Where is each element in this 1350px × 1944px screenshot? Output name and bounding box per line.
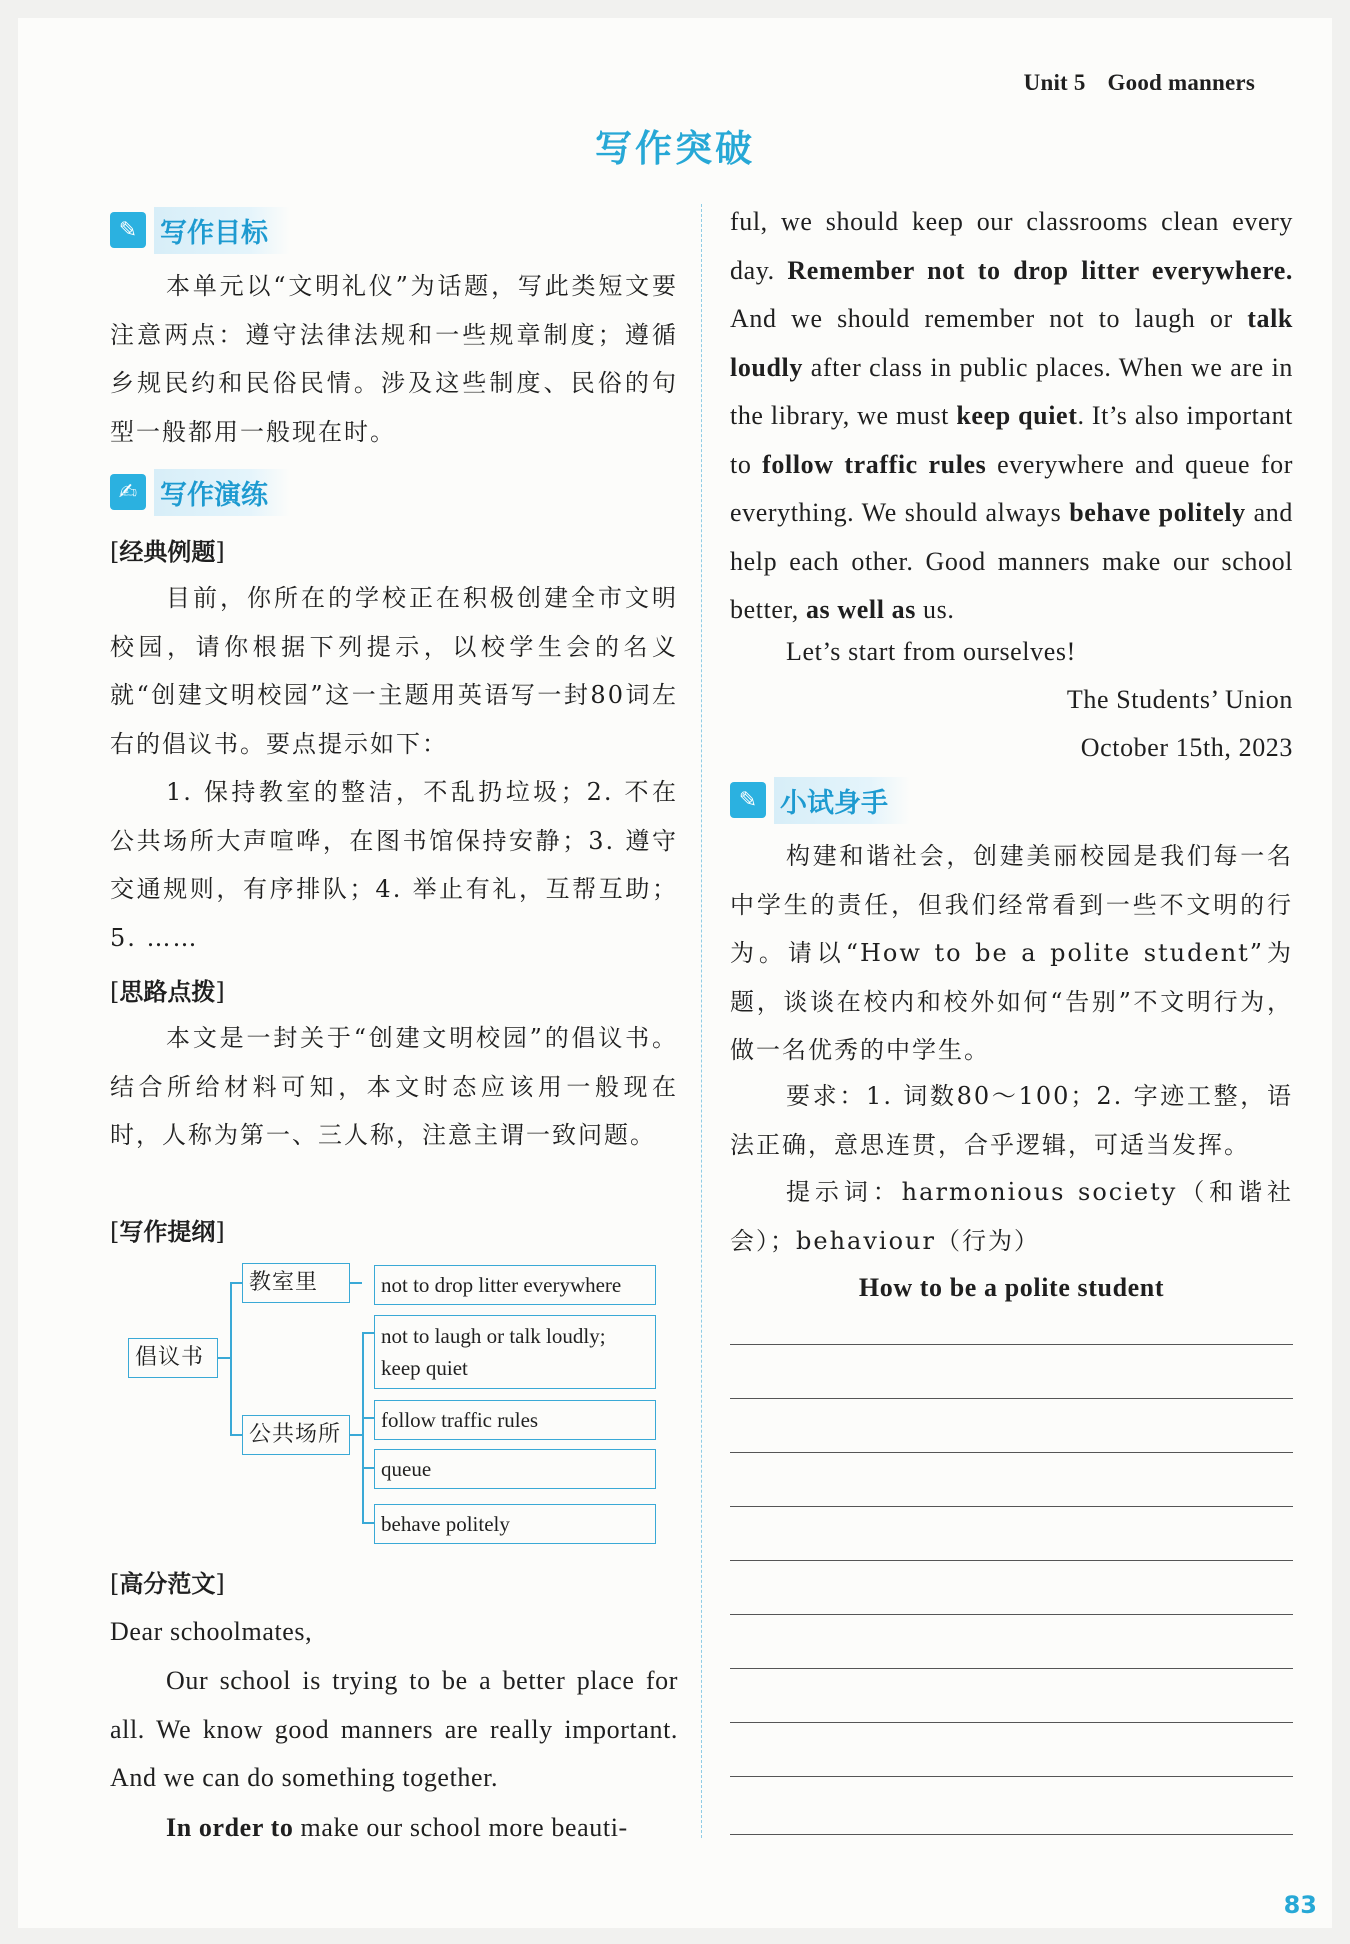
outline-branch-public: 公共场所 xyxy=(242,1415,350,1455)
task-text: 构建和谐社会，创建美丽校园是我们每一名中学生的责任，但我们经常看到一些不文明的行为。请以“How to be a polite student”为题，谈谈在校内和校外如何“告别”不文明行为，做一名优秀的中学生。 xyxy=(730,842,1293,1064)
model-heading: [高分范文] xyxy=(110,1570,225,1598)
letter-paragraph-2: ful, we should keep our classrooms clean every day. Remember not to drop litter everywhere. And we should remember not to laugh or talk loudly after class in public places. When we are in the library, we must keep quiet. It’s also important to follow traffic rules everywhere and queue for everything. We should always behave politely and help each other. Good manners make our school better, as well as us. xyxy=(730,207,1293,624)
outline-leaf: not to drop litter everywhere xyxy=(374,1265,656,1305)
letter-paragraph-1: Our school is trying to be a better place for all. We know good manners are really important. And we can do something together. xyxy=(110,1666,678,1792)
example-text: 目前，你所在的学校正在积极创建全市文明校园，请你根据下列提示，以校学生会的名义就“创建文明校园”这一主题用英语写一封80词左右的倡议书。要点提示如下： xyxy=(110,584,678,758)
writing-line[interactable] xyxy=(730,1834,1293,1835)
section-title: 写作演练 xyxy=(154,469,290,516)
letter-signature: The Students’ Union xyxy=(1066,685,1293,714)
outline-root: 倡议书 xyxy=(128,1338,218,1378)
section-writing-practice xyxy=(110,472,290,512)
page-title: 写作突破 xyxy=(595,127,755,170)
pencil-icon: ✎ xyxy=(730,782,766,818)
writing-line[interactable] xyxy=(730,1506,1293,1507)
essay-title: How to be a polite student xyxy=(858,1273,1165,1302)
outline-leaf: follow traffic rules xyxy=(374,1400,656,1440)
writing-line[interactable] xyxy=(730,1776,1293,1777)
writing-line[interactable] xyxy=(730,1668,1293,1669)
unit-label: Unit 5 xyxy=(1023,70,1086,95)
writing-line[interactable] xyxy=(730,1398,1293,1399)
section-writing-goal xyxy=(110,210,290,250)
outline-heading: [写作提纲] xyxy=(110,1218,225,1246)
column-divider xyxy=(701,204,702,1838)
letter-closing: Let’s start from ourselves! xyxy=(786,637,1076,666)
section-title: 写作目标 xyxy=(154,207,290,254)
task-hint: 提示词：harmonious society（和谐社会）；behaviour（行为） xyxy=(730,1178,1293,1255)
task-requirements: 要求：1. 词数80～100；2. 字迹工整，语法正确，意思连贯，合乎逻辑，可适当发挥。 xyxy=(730,1082,1293,1159)
letter-greeting: Dear schoolmates, xyxy=(110,1617,313,1646)
example-heading: [经典例题] xyxy=(110,538,225,566)
writing-line[interactable] xyxy=(730,1452,1293,1453)
outline-branch-classroom: 教室里 xyxy=(242,1263,350,1303)
writing-line[interactable] xyxy=(730,1722,1293,1723)
unit-topic: Good manners xyxy=(1107,70,1255,95)
practice-icon: ✍ xyxy=(110,474,146,510)
running-header xyxy=(1002,70,1255,96)
writing-line[interactable] xyxy=(730,1560,1293,1561)
outline-leaf: queue xyxy=(374,1449,656,1489)
thinking-text: 本文是一封关于“创建文明校园”的倡议书。结合所给材料可知，本文时态应该用一般现在时，人称为第一、三人称，注意主谓一致问题。 xyxy=(110,1024,678,1149)
outline-leaf: not to laugh or talk loudly; keep quiet xyxy=(374,1315,656,1389)
section-title: 小试身手 xyxy=(774,777,910,824)
writing-line[interactable] xyxy=(730,1614,1293,1615)
thinking-heading: [思路点拨] xyxy=(110,978,225,1006)
writing-line[interactable] xyxy=(730,1344,1293,1345)
section-try-yourself xyxy=(730,780,910,820)
outline-leaf: behave politely xyxy=(374,1504,656,1544)
edit-icon: ✎ xyxy=(110,212,146,248)
letter-date: October 15th, 2023 xyxy=(1080,733,1293,762)
page-number: 83 xyxy=(1283,1891,1317,1919)
letter-paragraph-2-start: In order to make our school more beauti- xyxy=(166,1813,628,1842)
example-points: 1. 保持教室的整洁，不乱扔垃圾；2. 不在公共场所大声喧哗，在图书馆保持安静；3. 遵守交通规则，有序排队；4. 举止有礼，互帮互助；5. …… xyxy=(110,778,678,952)
goal-text: 本单元以“文明礼仪”为话题，写此类短文要注意两点：遵守法律法规和一些规章制度；遵循乡规民约和民俗民情。涉及这些制度、民俗的句型一般都用一般现在时。 xyxy=(110,272,678,446)
